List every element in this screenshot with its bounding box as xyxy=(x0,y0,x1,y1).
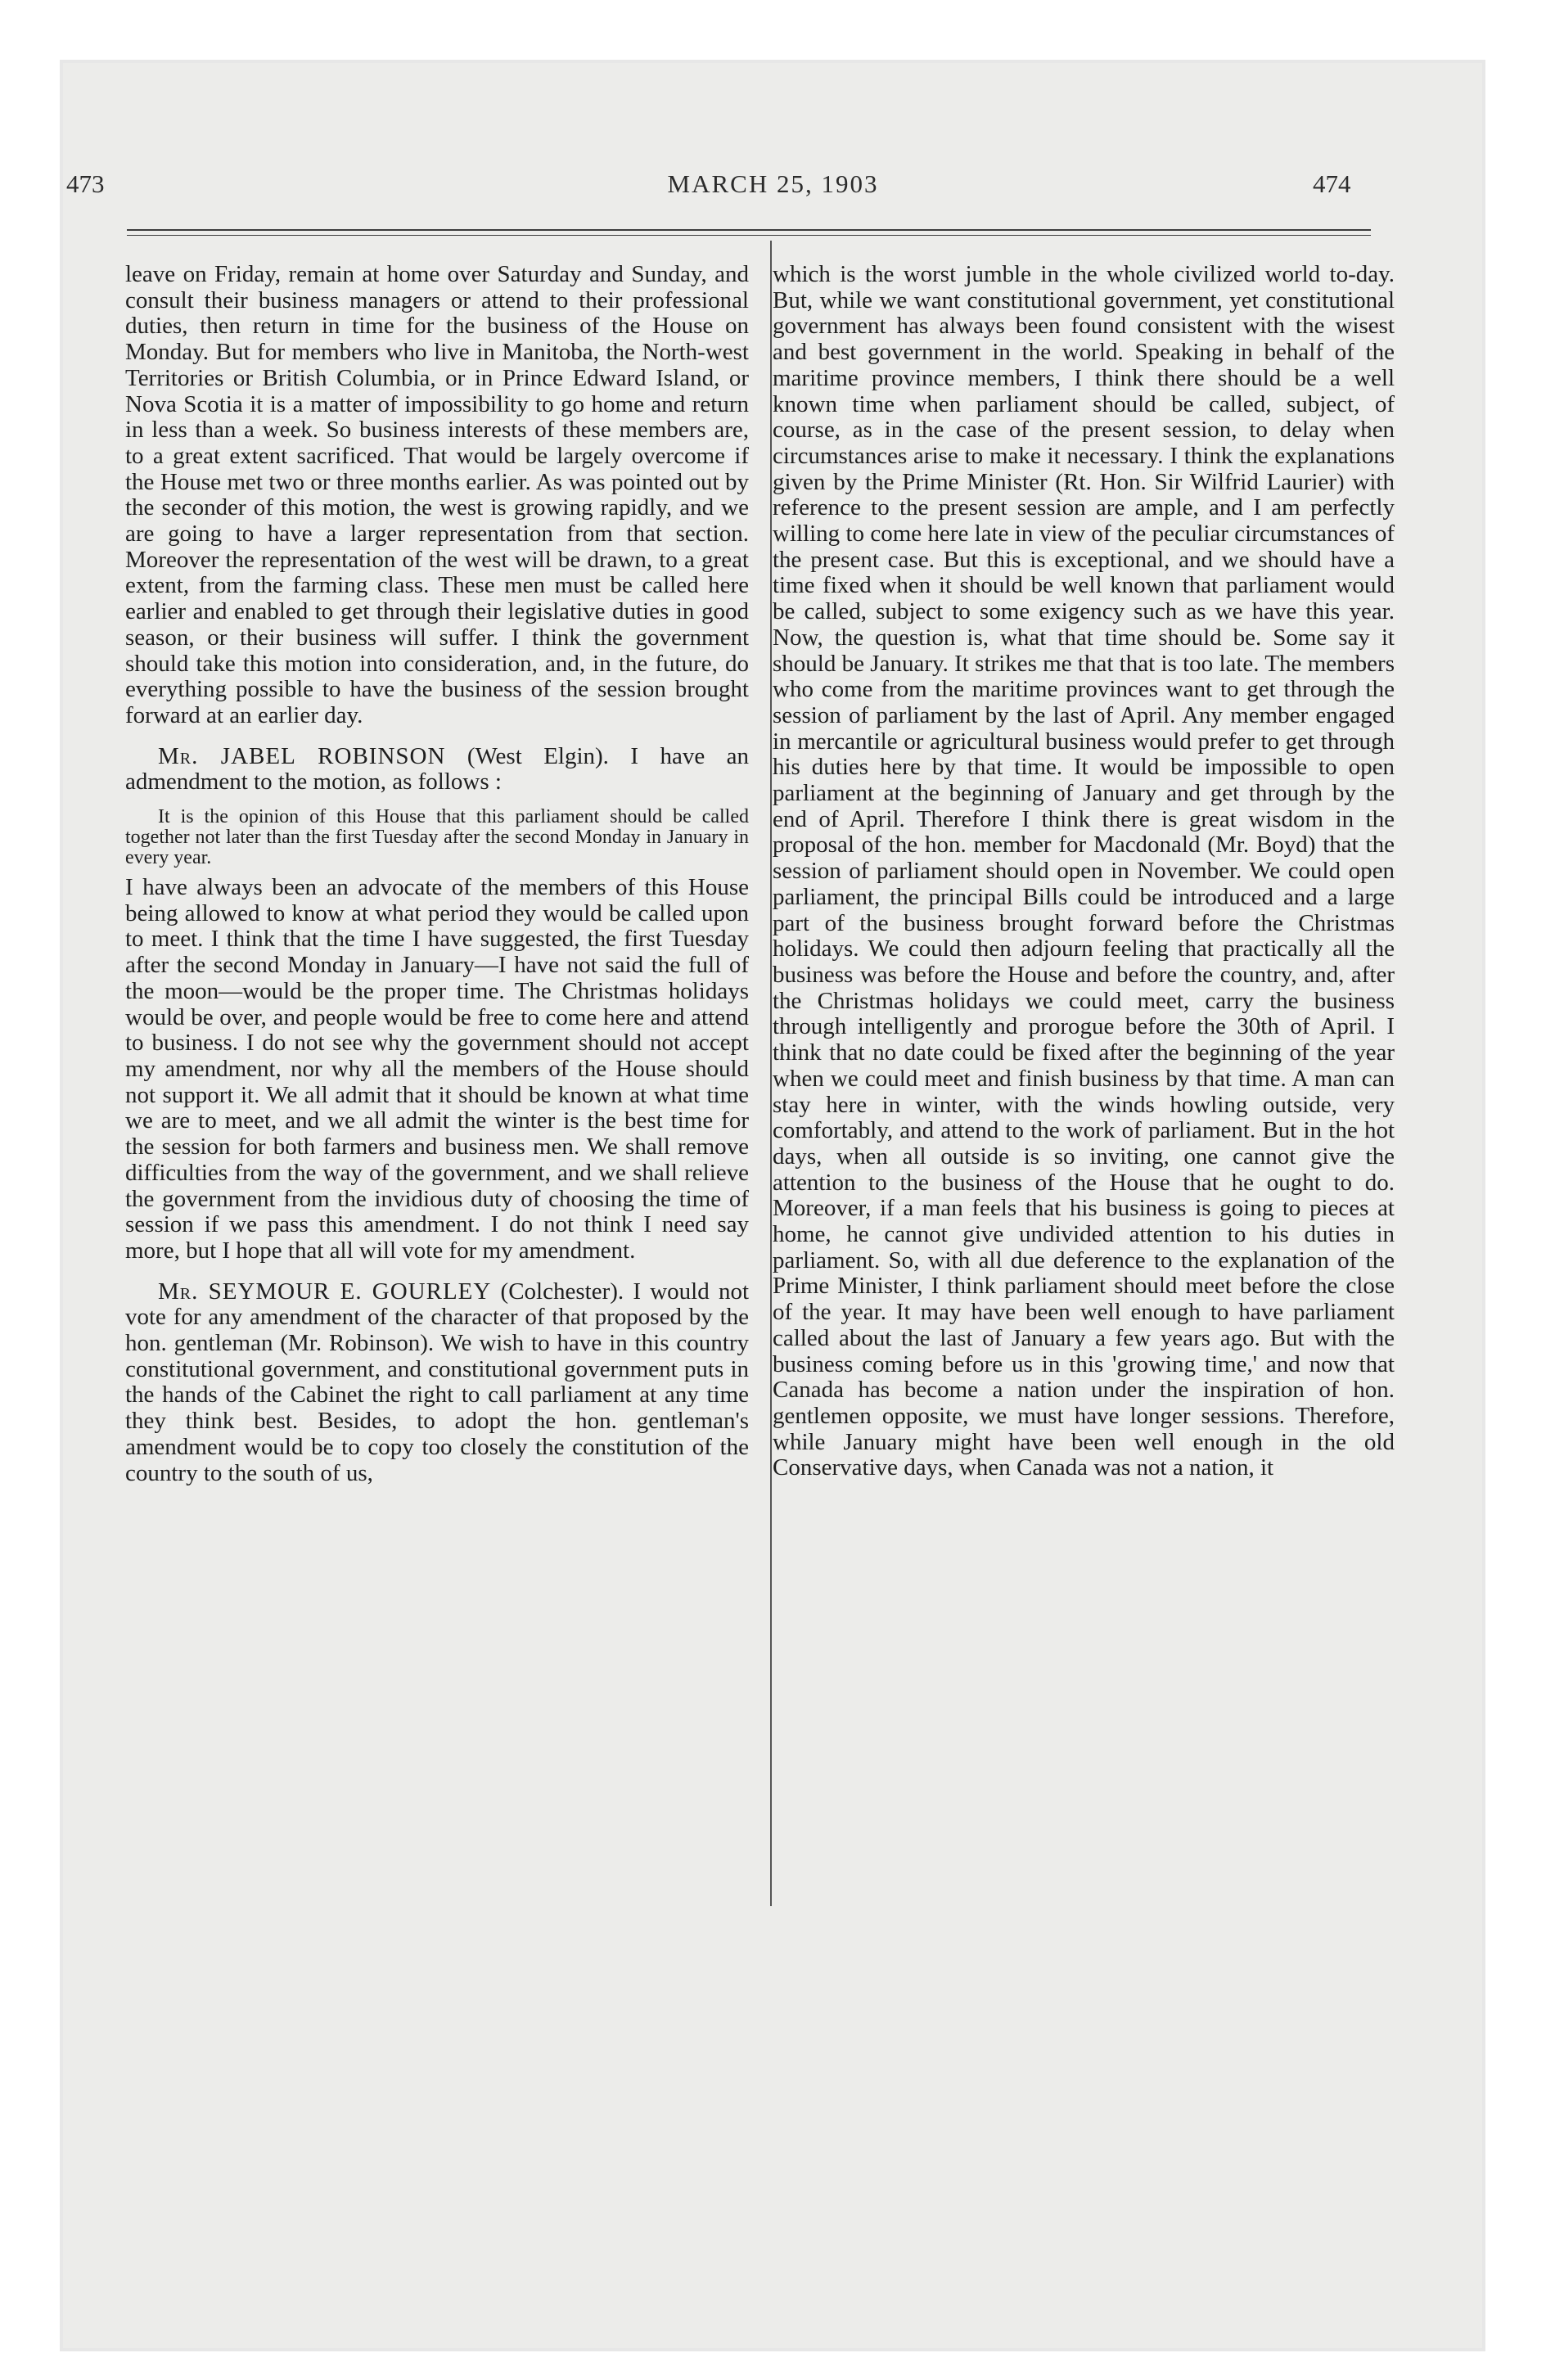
paragraph: leave on Friday, remain at home over Saturday and Sunday, and consult their business managers or attend to their professional duties, then return in time for the business of the House on Monday. But for members who live in Manitoba, the North-west Territories or British Columbia, or in Prince Edward Island, or Nova Scotia it is a matter of impossibility to go home and return in less than a week. So business interests of these members are, to a great extent sacrificed. That would be largely overcome if the House met two or three months earlier. As was pointed out by the seconder of this motion, the west is growing rapidly, and we are going to have a larger representation from that section. Moreover the representation of the west will be drawn, to a great extent, from the farming class. These men must be called here earlier and enabled to get through their legislative duties in good season, or their business will suffer. I think the government should take this motion into consideration, and, in the future, do everything possible to have the business of the session brought forward at an earlier day. xyxy=(125,261,749,728)
column-divider xyxy=(770,241,772,1906)
page-number-left: 473 xyxy=(66,169,105,198)
speaker-name: Mr. JABEL ROBINSON xyxy=(158,742,446,769)
header-rule-thin xyxy=(127,235,1371,236)
speaker-paragraph xyxy=(125,744,749,796)
amendment-quote: It is the opinion of this House that this parliament should be called together not later than the first Tuesday after the second Monday in January in every year. xyxy=(125,806,749,869)
right-column xyxy=(773,262,1395,1481)
left-column xyxy=(125,262,749,1486)
paragraph: which is the worst jumble in the whole civilized world to-day. But, while we want constitutional government, yet constitutional government has always been found consistent with the wisest and best government in the world. Speaking in behalf of the maritime province members, I think there should be a well known time when parliament should be called, subject, of course, as in the case of the present session, to delay when circumstances arise to make it necessary. I think the explanations given by the Prime Minister (Rt. Hon. Sir Wilfrid Laurier) with reference to the present session are ample, and I am perfectly willing to come here late in view of the peculiar circumstances of the present case. But this is exceptional, and we should have a time fixed when it should be well known that parliament would be called, subject to some exigency such as we have this year. Now, the question is, what that time should be. Some say it should be January. It strikes me that that is too late. The members who come from the maritime provinces want to get through the session of parliament by the last of April. Any member engaged in mercantile or agricultural business would prefer to get through his duties here by that time. It would be impossible to open parliament at the beginning of January and get through by the end of April. Therefore I think there is great wisdom in the proposal of the hon. member for Macdonald (Mr. Boyd) that the session of parliament should open in November. We could open parliament, the principal Bills could be introduced and a large part of the business brought forward before the Christmas holidays. We could then adjourn feeling that practically all the business was before the House and before the country, and, after the Christmas holidays we could meet, carry the business through intelligently and prorogue before the 30th of April. I think that no date could be fixed after the beginning of the year when we could meet and finish business by that time. A man can stay here in winter, with the winds howling outside, very comfortably, and attend to the work of parliament. But in the hot days, when all outside is so inviting, one cannot give the attention to the business of the House that he ought to do. Moreover, if a man feels that his business is going to pieces at home, he cannot give undivided attention to his duties in parliament. So, with all due deference to the explanation of the Prime Minister, I think parliament should meet before the close of the year. It may have been well enough to have parliament called about the last of January a few years ago. But with the business coming before us in this 'growing time,' and now that Canada has become a nation under the inspiration of hon. gentlemen opposite, we must have longer sessions. Therefore, while January might have been well enough in the old Conservative days, when Canada was not a nation, it xyxy=(773,261,1395,1481)
header-rule xyxy=(127,229,1371,231)
page-number-right: 474 xyxy=(1313,169,1351,198)
speaker-text: (Colchester). I would not vote for any amendment of the character of that proposed by the hon. gentleman (Mr. Robinson). We wish to have in this country constitutional government, and constitutional government puts in the hands of the Cabinet the right to call parliament at any time they think best. Besides, to adopt the hon. gentleman's amendment would be to copy too closely the constitution of the country to the south of us, xyxy=(125,1278,750,1486)
page-date-header: MARCH 25, 1903 xyxy=(667,169,879,198)
speaker-name: Mr. SEYMOUR E. GOURLEY xyxy=(158,1278,492,1305)
speaker-paragraph xyxy=(125,1279,749,1487)
speaker-text: (West Elgin). I have an admendment to the motion, as follows : xyxy=(125,742,749,796)
paragraph: I have always been an advocate of the members of this House being allowed to know at what period they would be called upon to meet. I think that the time I have suggested, the first Tuesday after the second Monday in January—I have not said the full of the moon—would be the proper time. The Christmas holidays would be over, and people would be free to come here and attend to business. I do not see why the government should not accept my amendment, nor why all the members of the House should not support it. We all admit that it should be known at what time we are to meet, and we all admit the winter is the best time for the session for both farmers and business men. We shall remove difficulties from the way of the government, and we shall relieve the government from the invidious duty of choosing the time of session if we pass this amendment. I do not think I need say more, but I hope that all will vote for my amendment. xyxy=(125,874,749,1264)
